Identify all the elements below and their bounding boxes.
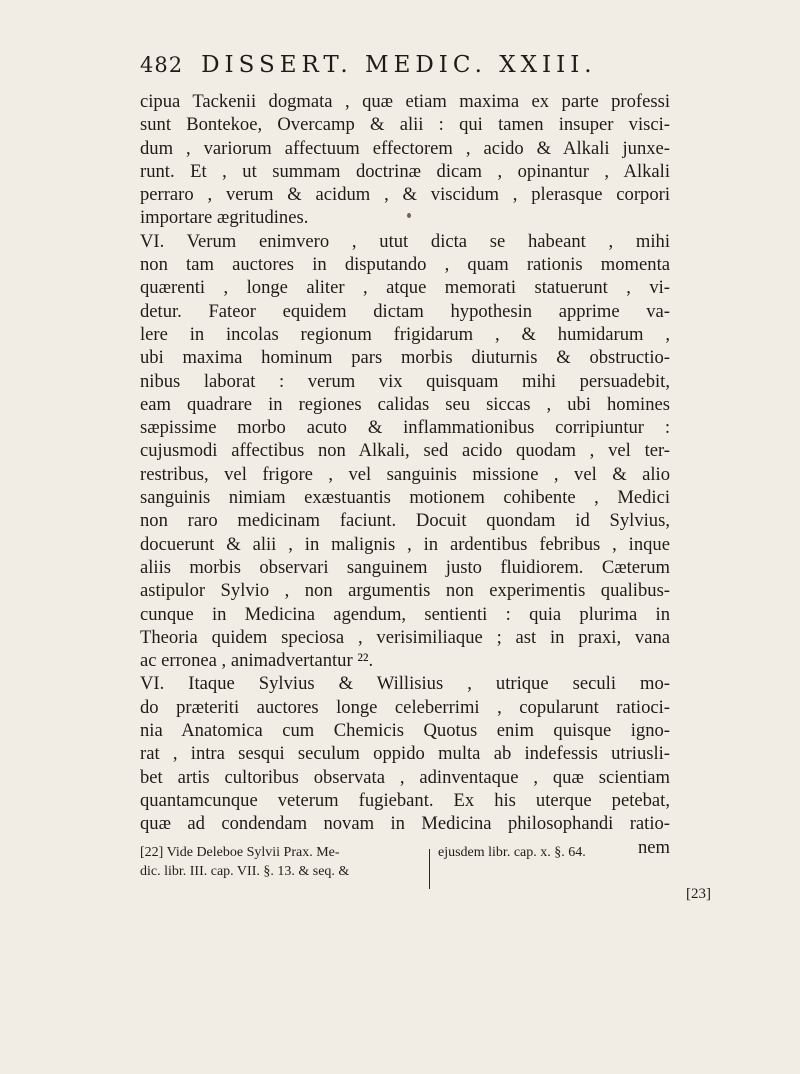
text-line: nibus laborat : verum vix quisquam mihi persuadebit, bbox=[140, 370, 670, 392]
text-line: cipua Tackenii dogmata , quæ etiam maxima ex parte professi bbox=[140, 91, 670, 112]
footnote-line: [22] Vide Deleboe Sylvii Prax. Me- bbox=[140, 845, 340, 860]
text-line: detur. Fateor equidem dictam hypothesin apprime va- bbox=[140, 300, 670, 322]
paragraph-start-line: VI. Verum enimvero , utut dicta se habeant , mihi bbox=[140, 230, 670, 252]
text-line: cunque in Medicina agendum, sentienti : quia plurima in bbox=[140, 603, 670, 625]
footnote-column-right bbox=[438, 843, 680, 891]
text-line: docuerunt & alii , in malignis , in ardentibus febribus , inque bbox=[140, 533, 670, 555]
text-line: bet artis cultoribus observata , adinventaque , quæ scientiam bbox=[140, 766, 670, 788]
text-line: non raro medicinam faciunt. Docuit quondam id Sylvius, bbox=[140, 510, 670, 532]
footnote-column-left bbox=[140, 843, 425, 891]
text-line: quæ ad condendam novam in Medicina philosophandi ratio- bbox=[140, 813, 670, 835]
text-line: non tam auctores in disputando , quam rationis momenta bbox=[140, 254, 670, 276]
footnote-divider bbox=[429, 849, 430, 889]
text-line: sunt Bontekoe, Overcamp & alii : qui tamen insuper visci- bbox=[140, 114, 670, 136]
footnotes bbox=[140, 843, 680, 891]
paragraph-start-line: VI. Itaque Sylvius & Willisius , utrique seculi mo- bbox=[140, 673, 670, 695]
text-line: dum , variorum affectuum effectorem , acido & Alkali junxe- bbox=[140, 137, 670, 159]
catchword: [23] bbox=[686, 886, 711, 902]
main-text bbox=[140, 90, 670, 859]
text-line: sæpissime morbo acuto & inflammationibus corripiuntur : bbox=[140, 417, 670, 439]
text-line: cujusmodi affectibus non Alkali, sed acido quodam , vel ter- bbox=[140, 440, 670, 462]
ink-speck bbox=[407, 213, 411, 218]
footnote-line: ejusdem libr. cap. x. §. 64. bbox=[438, 845, 586, 860]
page-header bbox=[140, 52, 680, 86]
text-line: nia Anatomica cum Chemicis Quotus enim quisque igno- bbox=[140, 720, 670, 742]
footnote-line: dic. libr. III. cap. VII. §. 13. & seq. & bbox=[140, 864, 350, 879]
page-number: 482 bbox=[140, 53, 184, 77]
text-line: quærenti , longe aliter , atque memorati statuerunt , vi- bbox=[140, 277, 670, 299]
text-line: sanguinis nimiam exæstuantis motionem cohibente , Medici bbox=[140, 487, 670, 509]
text-line: Theoria quidem speciosa , verisimiliaque ; ast in praxi, vana bbox=[140, 626, 670, 648]
running-head: DISSERT. MEDIC. XXIII. bbox=[201, 52, 597, 78]
text-line: eam quadrare in regiones calidas seu siccas , ubi homines bbox=[140, 393, 670, 415]
text-line: ac erronea , animadvertantur ²². bbox=[140, 650, 374, 672]
text-line: importare ægritudines. bbox=[140, 207, 309, 229]
text-line: lere in incolas regionum frigidarum , & humidarum , bbox=[140, 323, 670, 345]
text-line: aliis morbis observari sanguinem justo fluidiorem. Cæterum bbox=[140, 556, 670, 578]
text-line: perraro , verum & acidum , & viscidum , plerasque corpori bbox=[140, 184, 670, 206]
text-line: do præteriti auctores longe celeberrimi , copularunt ratioci- bbox=[140, 696, 670, 718]
text-line: astipulor Sylvio , non argumentis non experimentis qualibus- bbox=[140, 580, 670, 602]
text-line: quantamcunque veterum fugiebant. Ex his uterque petebat, bbox=[140, 789, 670, 811]
text-line: rat , intra sesqui seculum oppido multa ab indefessis utriusli- bbox=[140, 743, 670, 765]
text-line: nem bbox=[637, 836, 670, 858]
text-line: runt. Et , ut summam doctrinæ dicam , opinantur , Alkali bbox=[140, 160, 670, 182]
text-line: ubi maxima hominum pars morbis diuturnis & obstructio- bbox=[140, 347, 670, 369]
text-line: restribus, vel frigore , vel sanguinis missione , vel & alio bbox=[140, 463, 670, 485]
